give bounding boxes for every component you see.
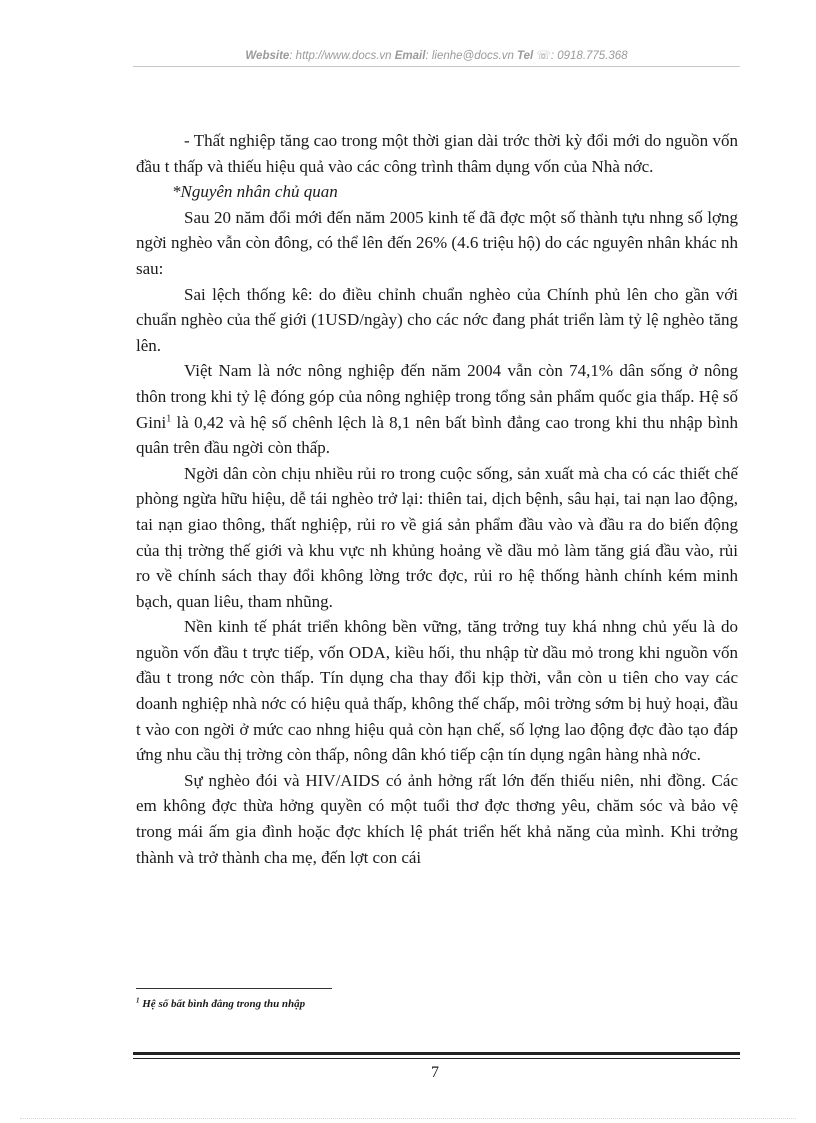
paragraph-5: Ngời dân còn chịu nhiều rủi ro trong cuộc sống, sản xuất mà cha có các thiết chế phòng ngừa hữu hiệu, dễ tái nghèo trở lại: thiên tai, dịch bệnh, sâu hại, tai nạn lao động, tai nạn giao thông, thất nghiệp, rủi ro về giá sản phẩm đầu vào và đầu ra do biến động của thị trờng thế giới và khu vực nh khủng hoảng về dầu mỏ làm tăng giá đầu vào, rủi ro về chính sách thay đổi không lờng trớc đợc, rủi ro hệ thống hành chính kém minh bạch, quan liêu, tham nhũng. xyxy=(136,463,738,611)
email-value: : lienhe@docs.vn xyxy=(425,50,514,62)
website-value: : http://www.docs.vn xyxy=(289,50,392,62)
body-text xyxy=(136,128,738,870)
paragraph-3: Sai lệch thống kê: do điều chỉnh chuẩn nghèo của Chính phủ lên cho gần với chuẩn nghèo của thế giới (1USD/ngày) cho các nớc đang phát triển làm tỷ lệ nghèo tăng lên. xyxy=(136,284,738,355)
paragraph-6: Nền kinh tế phát triển không bền vững, tăng trởng tuy khá nhng chủ yếu là do nguồn vốn đầu t trực tiếp, vốn ODA, kiều hối, thu nhập từ dầu mỏ trong khi nguồn vốn đầu t trong nớc còn thấp. Tín dụng cha thay đổi kịp thời, vẫn còn u tiên cho vay các doanh nghiệp nhà nớc có hiệu quả thấp, không thế chấp, môi trờng sớm bị huỷ hoại, đầu t vào con ngời ở mức cao nhng hiệu quả còn hạn chế, số lợng lao động đợc đào tạo đáp ứng nhu cầu thị trờng còn thấp, nông dân khó tiếp cận tín dụng ngân hàng nhà nớc. xyxy=(136,617,738,765)
page-number: 7 xyxy=(431,1064,439,1081)
paragraph-2: Sau 20 năm đổi mới đến năm 2005 kinh tế đã đợc một số thành tựu nhng số lợng ngời nghèo vẫn còn đông, có thể lên đến 26% (4.6 triệu hộ) do các nguyên nhân khác nh sau: xyxy=(136,207,738,278)
header-rule xyxy=(133,66,740,67)
tel-label: Tel xyxy=(517,50,534,62)
page-header xyxy=(133,48,740,62)
footnote xyxy=(136,998,305,1010)
section-heading: *Nguyên nhân chủ quan xyxy=(172,182,338,202)
paragraph-4 xyxy=(136,358,738,460)
footnote-marker: 1 xyxy=(136,996,140,1005)
footnote-ref: 1 xyxy=(166,412,172,424)
page-edge-divider xyxy=(20,1118,796,1119)
paragraph-1: - Thất nghiệp tăng cao trong một thời gian dài trớc thời kỳ đổi mới do nguồn vốn đầu t thấp và thiếu hiệu quả vào các công trình thâm dụng vốn của Nhà nớc. xyxy=(136,131,738,176)
footer-rule-thick xyxy=(133,1052,740,1055)
footer-rule-thin xyxy=(133,1058,740,1059)
tel-value: : 0918.775.368 xyxy=(550,50,628,62)
footnote-rule xyxy=(136,988,332,989)
phone-icon: ☏ xyxy=(536,50,551,62)
website-label: Website xyxy=(245,50,290,62)
paragraph-4-end: là 0,42 và hệ số chênh lệch là 8,1 nên bất bình đẳng cao trong khi thu nhập bình quân trên đầu ngời còn thấp. xyxy=(136,412,738,458)
paragraph-7: Sự nghèo đói và HIV/AIDS có ảnh hởng rất lớn đến thiếu niên, nhi đồng. Các em không đợc thừa hởng quyền có một tuổi thơ đợc thơng yêu, chăm sóc và bảo vệ trong mái ấm gia đình hoặc đợc khích lệ phát triển hết khả năng của mình. Khi trởng thành và trở thành cha mẹ, đến lợt con cái xyxy=(136,770,738,867)
footnote-text: Hệ số bất bình đẳng trong thu nhập xyxy=(139,998,306,1010)
email-label: Email xyxy=(394,50,426,62)
paragraph-4-start: Việt Nam là nớc nông nghiệp đến năm 2004 vẫn còn 74,1% dân sống ở nông thôn trong khi tỷ lệ đóng góp của nông nghiệp trong tổng sản phẩm quốc gia thấp. Hệ số Gini xyxy=(136,361,738,432)
